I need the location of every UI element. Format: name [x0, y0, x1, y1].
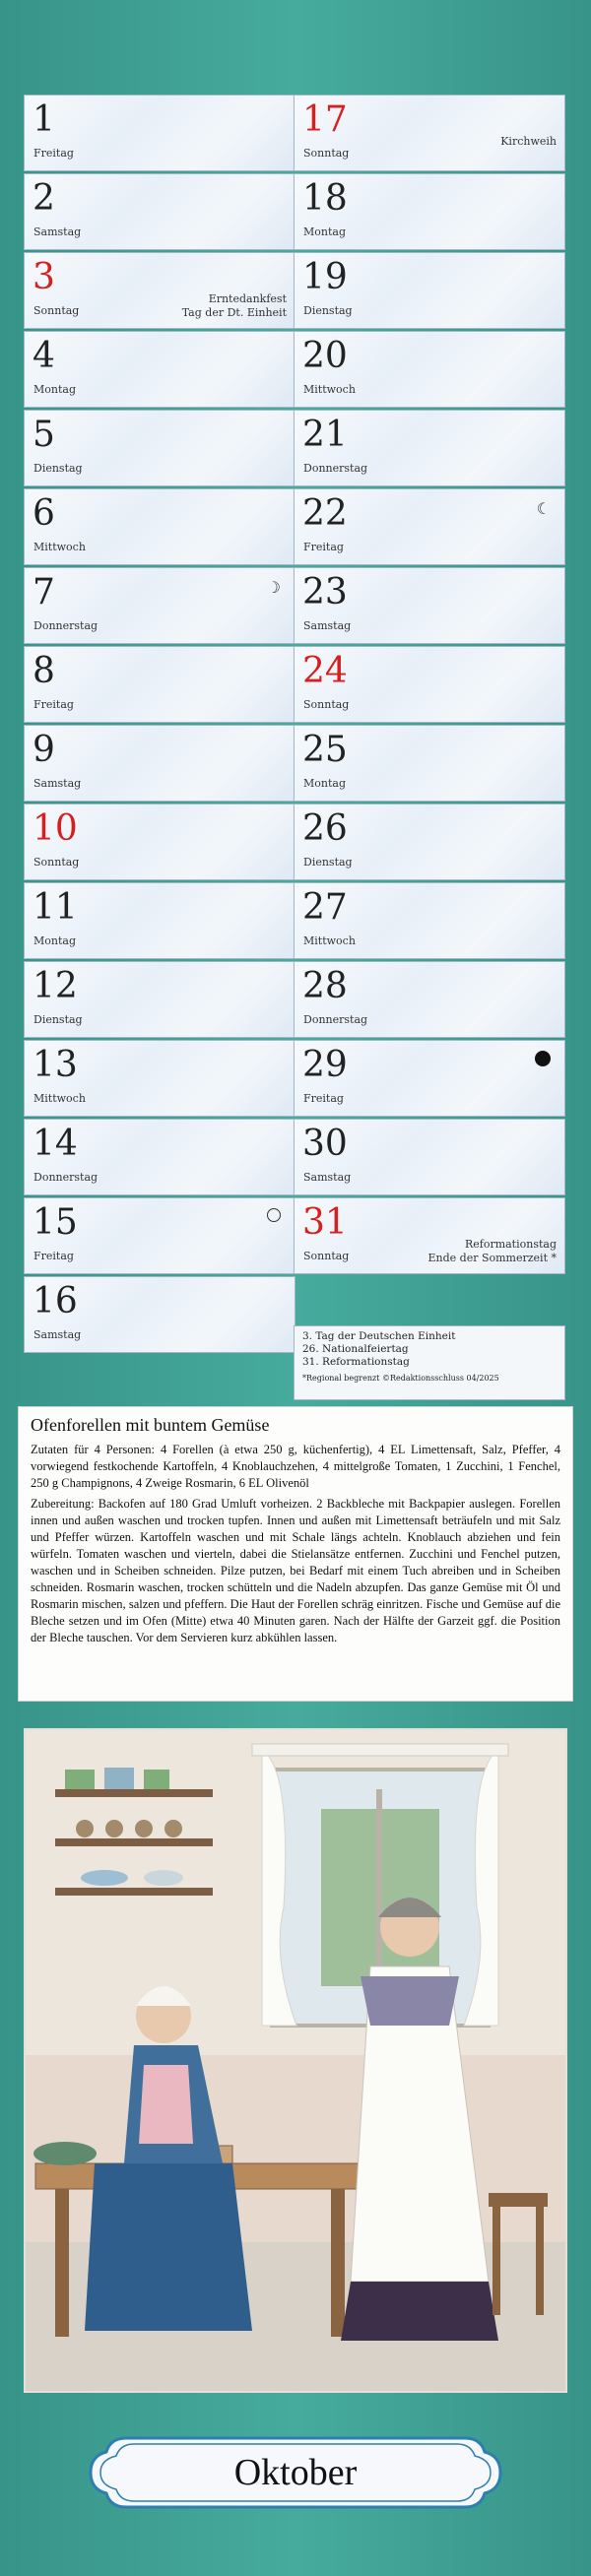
day-number: 15 — [33, 1202, 78, 1243]
weekday-label: Sonntag — [303, 698, 350, 711]
weekday-label: Samstag — [33, 1328, 82, 1341]
day-number: 18 — [302, 178, 348, 219]
day-number: 3 — [33, 257, 55, 297]
day-number: 12 — [33, 966, 78, 1006]
day-cell — [294, 961, 565, 1038]
day-number: 2 — [33, 178, 55, 219]
weekday-label: Samstag — [303, 619, 352, 632]
day-number: 1 — [33, 99, 55, 140]
weekday-label: Montag — [33, 934, 76, 947]
weekday-label: Freitag — [303, 541, 344, 553]
weekday-label: Freitag — [303, 1092, 344, 1105]
recipe-preparation: Zubereitung: Backofen auf 180 Grad Umluft vorheizen. 2 Backbleche mit Backpapier auslegen. Forellen innen und außen waschen und trocken tupfen. Innen und außen mit Limettensaft beträufeln und mit Salz und Pfeffer würzen. Kartoffeln waschen und mit Schale längs achteln. Knoblauch abziehen und fein würfeln. Tomaten waschen und vierteln, dabei die Stielansätze entfernen. Zucchini und Fenchel putzen, waschen und in Scheiben schneiden. Pilze putzen, bei Bedarf mit einem Tuch abreiben und in Scheiben schneiden. Rosmarin waschen, trocken schütteln und die Nadeln abzupfen. Das ganze Gemüse mit Öl und Rosmarin mischen, salzen und pfeffern. Die Haut der Forellen schräg einritzen. Fische und Gemüse auf die Bleche setzen und im Ofen (Mitte) etwa 40 Minuten garen. Nach der Hälfte der Garzeit ggf. die Position der Bleche tauschen. Vor dem Servieren kurz abkühlen lassen. — [31, 1497, 560, 1644]
day-number: 20 — [302, 336, 348, 376]
day-cell — [24, 1197, 296, 1274]
day-number: 17 — [302, 99, 348, 140]
day-cell — [294, 1197, 565, 1274]
weekday-label: Freitag — [33, 147, 74, 160]
note-footnote: *Regional begrenzt ©Redaktionsschluss 04/2025 — [302, 1374, 499, 1383]
day-cell — [24, 488, 296, 565]
new-moon-icon — [535, 1051, 551, 1066]
day-cell — [294, 804, 565, 880]
left-day-column — [24, 95, 296, 1355]
day-event: Kirchweih — [500, 135, 557, 148]
weekday-label: Freitag — [33, 698, 74, 711]
note-line-3: 31. Reformationstag — [302, 1356, 410, 1368]
day-number: 21 — [302, 415, 348, 455]
day-cell — [24, 1119, 296, 1195]
day-cell — [24, 95, 296, 171]
weekday-label: Donnerstag — [33, 619, 98, 632]
day-number: 29 — [302, 1045, 348, 1085]
recipe-ingredients: Zutaten für 4 Personen: 4 Forellen (à etwa 250 g, küchenfertig), 4 EL Limettensaft, Salz, Pfeffer, 4 vorwiegend festkochende Kartoffeln, 4 Knoblauchzehen, 4 mittelgroße Tomaten, 1 Zucchini, 1 Fenchel, 250 g Champignons, 4 Zweige Rosmarin, 6 EL Olivenöl — [31, 1443, 560, 1490]
weekday-label: Sonntag — [303, 147, 350, 160]
day-cell — [294, 95, 565, 171]
day-event: Erntedankfest Tag der Dt. Einheit — [181, 292, 287, 319]
full-moon-icon — [267, 1208, 281, 1222]
day-number: 30 — [302, 1124, 348, 1164]
day-cell — [294, 725, 565, 802]
day-cell — [294, 331, 565, 408]
weekday-label: Freitag — [33, 1250, 74, 1262]
day-number: 24 — [302, 651, 348, 691]
weekday-label: Dienstag — [303, 304, 353, 317]
day-cell — [24, 331, 296, 408]
day-cell — [294, 252, 565, 329]
weekday-label: Mittwoch — [33, 541, 86, 553]
day-cell — [24, 252, 296, 329]
weekday-label: Sonntag — [33, 856, 80, 869]
kitchen-scene-image — [26, 1730, 565, 2391]
weekday-label: Samstag — [33, 777, 82, 790]
day-cell — [24, 725, 296, 802]
day-number: 8 — [33, 651, 55, 691]
weekday-label: Sonntag — [303, 1250, 350, 1262]
day-number: 11 — [33, 887, 78, 928]
day-number: 9 — [33, 730, 55, 770]
day-cell — [24, 173, 296, 250]
note-line-1: 3. Tag der Deutschen Einheit — [302, 1330, 456, 1342]
day-cell — [294, 173, 565, 250]
day-cell — [294, 410, 565, 486]
day-number: 10 — [33, 808, 78, 849]
holiday-notes — [294, 1325, 565, 1400]
recipe-title: Ofenforellen mit buntem Gemüse — [31, 1415, 270, 1435]
day-number: 7 — [33, 572, 55, 612]
weekday-label: Montag — [303, 777, 346, 790]
day-cell — [24, 567, 296, 644]
weekday-label: Montag — [33, 383, 76, 396]
day-number: 14 — [33, 1124, 78, 1164]
weekday-label: Montag — [303, 225, 346, 238]
day-number: 23 — [302, 572, 348, 612]
day-number: 28 — [302, 966, 348, 1006]
moon-phase-icon: ☽ — [266, 578, 281, 597]
weekday-label: Dienstag — [33, 1013, 83, 1026]
right-day-column — [294, 95, 565, 1276]
day-number: 19 — [302, 257, 348, 297]
weekday-label: Samstag — [303, 1171, 352, 1184]
month-banner — [87, 2434, 504, 2511]
day-cell — [294, 1040, 565, 1117]
day-number: 13 — [33, 1045, 78, 1085]
kitchen-illustration — [24, 1728, 567, 2393]
day-cell — [294, 1119, 565, 1195]
day-number: 25 — [302, 730, 348, 770]
weekday-label: Mittwoch — [303, 934, 356, 947]
day-number: 31 — [302, 1202, 348, 1243]
weekday-label: Donnerstag — [33, 1171, 98, 1184]
moon-phase-icon: ☾ — [536, 499, 551, 518]
day-number: 16 — [33, 1281, 78, 1321]
weekday-label: Mittwoch — [303, 383, 356, 396]
day-cell — [24, 1276, 296, 1353]
weekday-label: Mittwoch — [33, 1092, 86, 1105]
day-number: 27 — [302, 887, 348, 928]
day-cell — [24, 646, 296, 723]
day-cell — [24, 1040, 296, 1117]
day-cell — [294, 646, 565, 723]
day-cell — [24, 961, 296, 1038]
weekday-label: Dienstag — [33, 462, 83, 475]
day-cell — [294, 882, 565, 959]
weekday-label: Samstag — [33, 225, 82, 238]
day-number: 6 — [33, 493, 55, 534]
day-cell — [24, 410, 296, 486]
day-number: 5 — [33, 415, 55, 455]
note-line-2: 26. Nationalfeiertag — [302, 1343, 409, 1355]
day-cell — [24, 804, 296, 880]
weekday-label: Dienstag — [303, 856, 353, 869]
day-number: 4 — [33, 336, 55, 376]
weekday-label: Sonntag — [33, 304, 80, 317]
month-title: Oktober — [233, 2452, 358, 2493]
day-number: 26 — [302, 808, 348, 849]
day-event: Reformationstag Ende der Sommerzeit * — [427, 1238, 557, 1264]
day-cell — [24, 882, 296, 959]
weekday-label: Donnerstag — [303, 462, 368, 475]
weekday-label: Donnerstag — [303, 1013, 368, 1026]
day-cell — [294, 488, 565, 565]
day-cell — [294, 567, 565, 644]
day-number: 22 — [302, 493, 348, 534]
recipe-box — [18, 1406, 573, 1702]
